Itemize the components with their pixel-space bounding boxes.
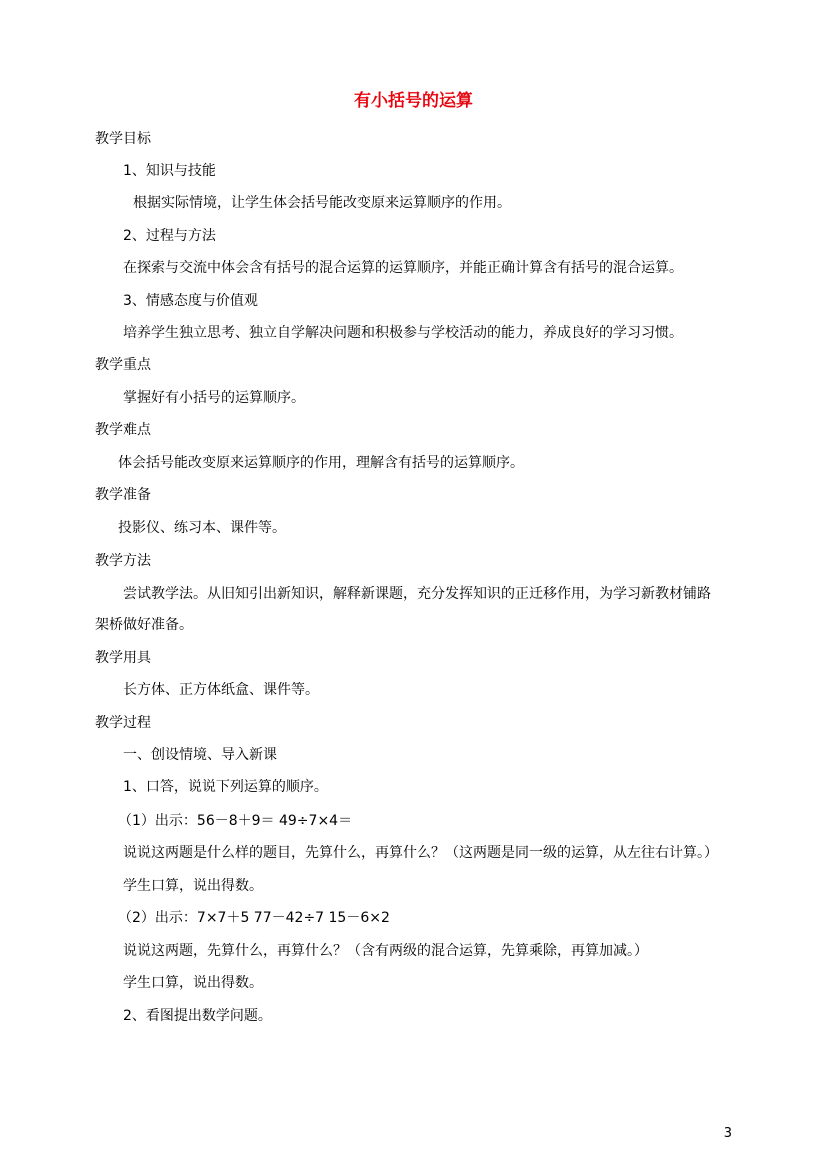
heading-objectives: 教学目标 <box>95 131 151 147</box>
heading-method: 教学方法 <box>95 553 151 569</box>
document-title: 有小括号的运算 <box>354 91 473 111</box>
paragraph: 说说这两题，先算什么，再算什么？（含有两级的混合运算，先算乘除，再算加减。） <box>123 943 648 959</box>
heading-preparation: 教学准备 <box>95 487 151 503</box>
heading-tools: 教学用具 <box>95 650 151 666</box>
paragraph-continuation: 架桥做好准备。 <box>95 617 193 633</box>
heading-key-points: 教学重点 <box>95 357 151 373</box>
paragraph: 投影仪、练习本、课件等。 <box>118 520 286 536</box>
paragraph: 学生口算，说出得数。 <box>123 975 263 991</box>
subheading-intro: 一、创设情境、导入新课 <box>123 747 277 763</box>
exercise-line: （2）出示：7×7＋5 77－42÷7 15－6×2 <box>118 910 390 926</box>
paragraph: 根据实际情境，让学生体会括号能改变原来运算顺序的作用。 <box>133 195 511 211</box>
subheading-knowledge: 1、知识与技能 <box>123 163 216 179</box>
heading-difficulties: 教学难点 <box>95 422 151 438</box>
paragraph: 尝试教学法。从旧知引出新知识，解释新课题，充分发挥知识的正迁移作用，为学习新教材铺路 <box>123 586 711 602</box>
subheading-process: 2、过程与方法 <box>123 228 216 244</box>
page-number: 3 <box>723 1126 732 1141</box>
paragraph: 体会括号能改变原来运算顺序的作用，理解含有括号的运算顺序。 <box>118 455 524 471</box>
paragraph: 长方体、正方体纸盒、课件等。 <box>123 682 319 698</box>
paragraph: 1、口答，说说下列运算的顺序。 <box>123 779 328 795</box>
subheading-attitude: 3、情感态度与价值观 <box>123 293 258 309</box>
heading-procedure: 教学过程 <box>95 715 151 731</box>
exercise-line: （1）出示：56－8＋9＝ 49÷7×4＝ <box>118 813 353 829</box>
paragraph: 培养学生独立思考、独立自学解决问题和积极参与学校活动的能力，养成良好的学习习惯。 <box>123 325 683 341</box>
paragraph: 在探索与交流中体会含有括号的混合运算的运算顺序，并能正确计算含有括号的混合运算。 <box>123 260 683 276</box>
paragraph: 2、看图提出数学问题。 <box>123 1008 272 1024</box>
paragraph: 掌握好有小括号的运算顺序。 <box>123 390 305 406</box>
paragraph: 说说这两题是什么样的题目，先算什么，再算什么？（这两题是同一级的运算，从左往右计算。） <box>123 845 718 861</box>
paragraph: 学生口算，说出得数。 <box>123 878 263 894</box>
